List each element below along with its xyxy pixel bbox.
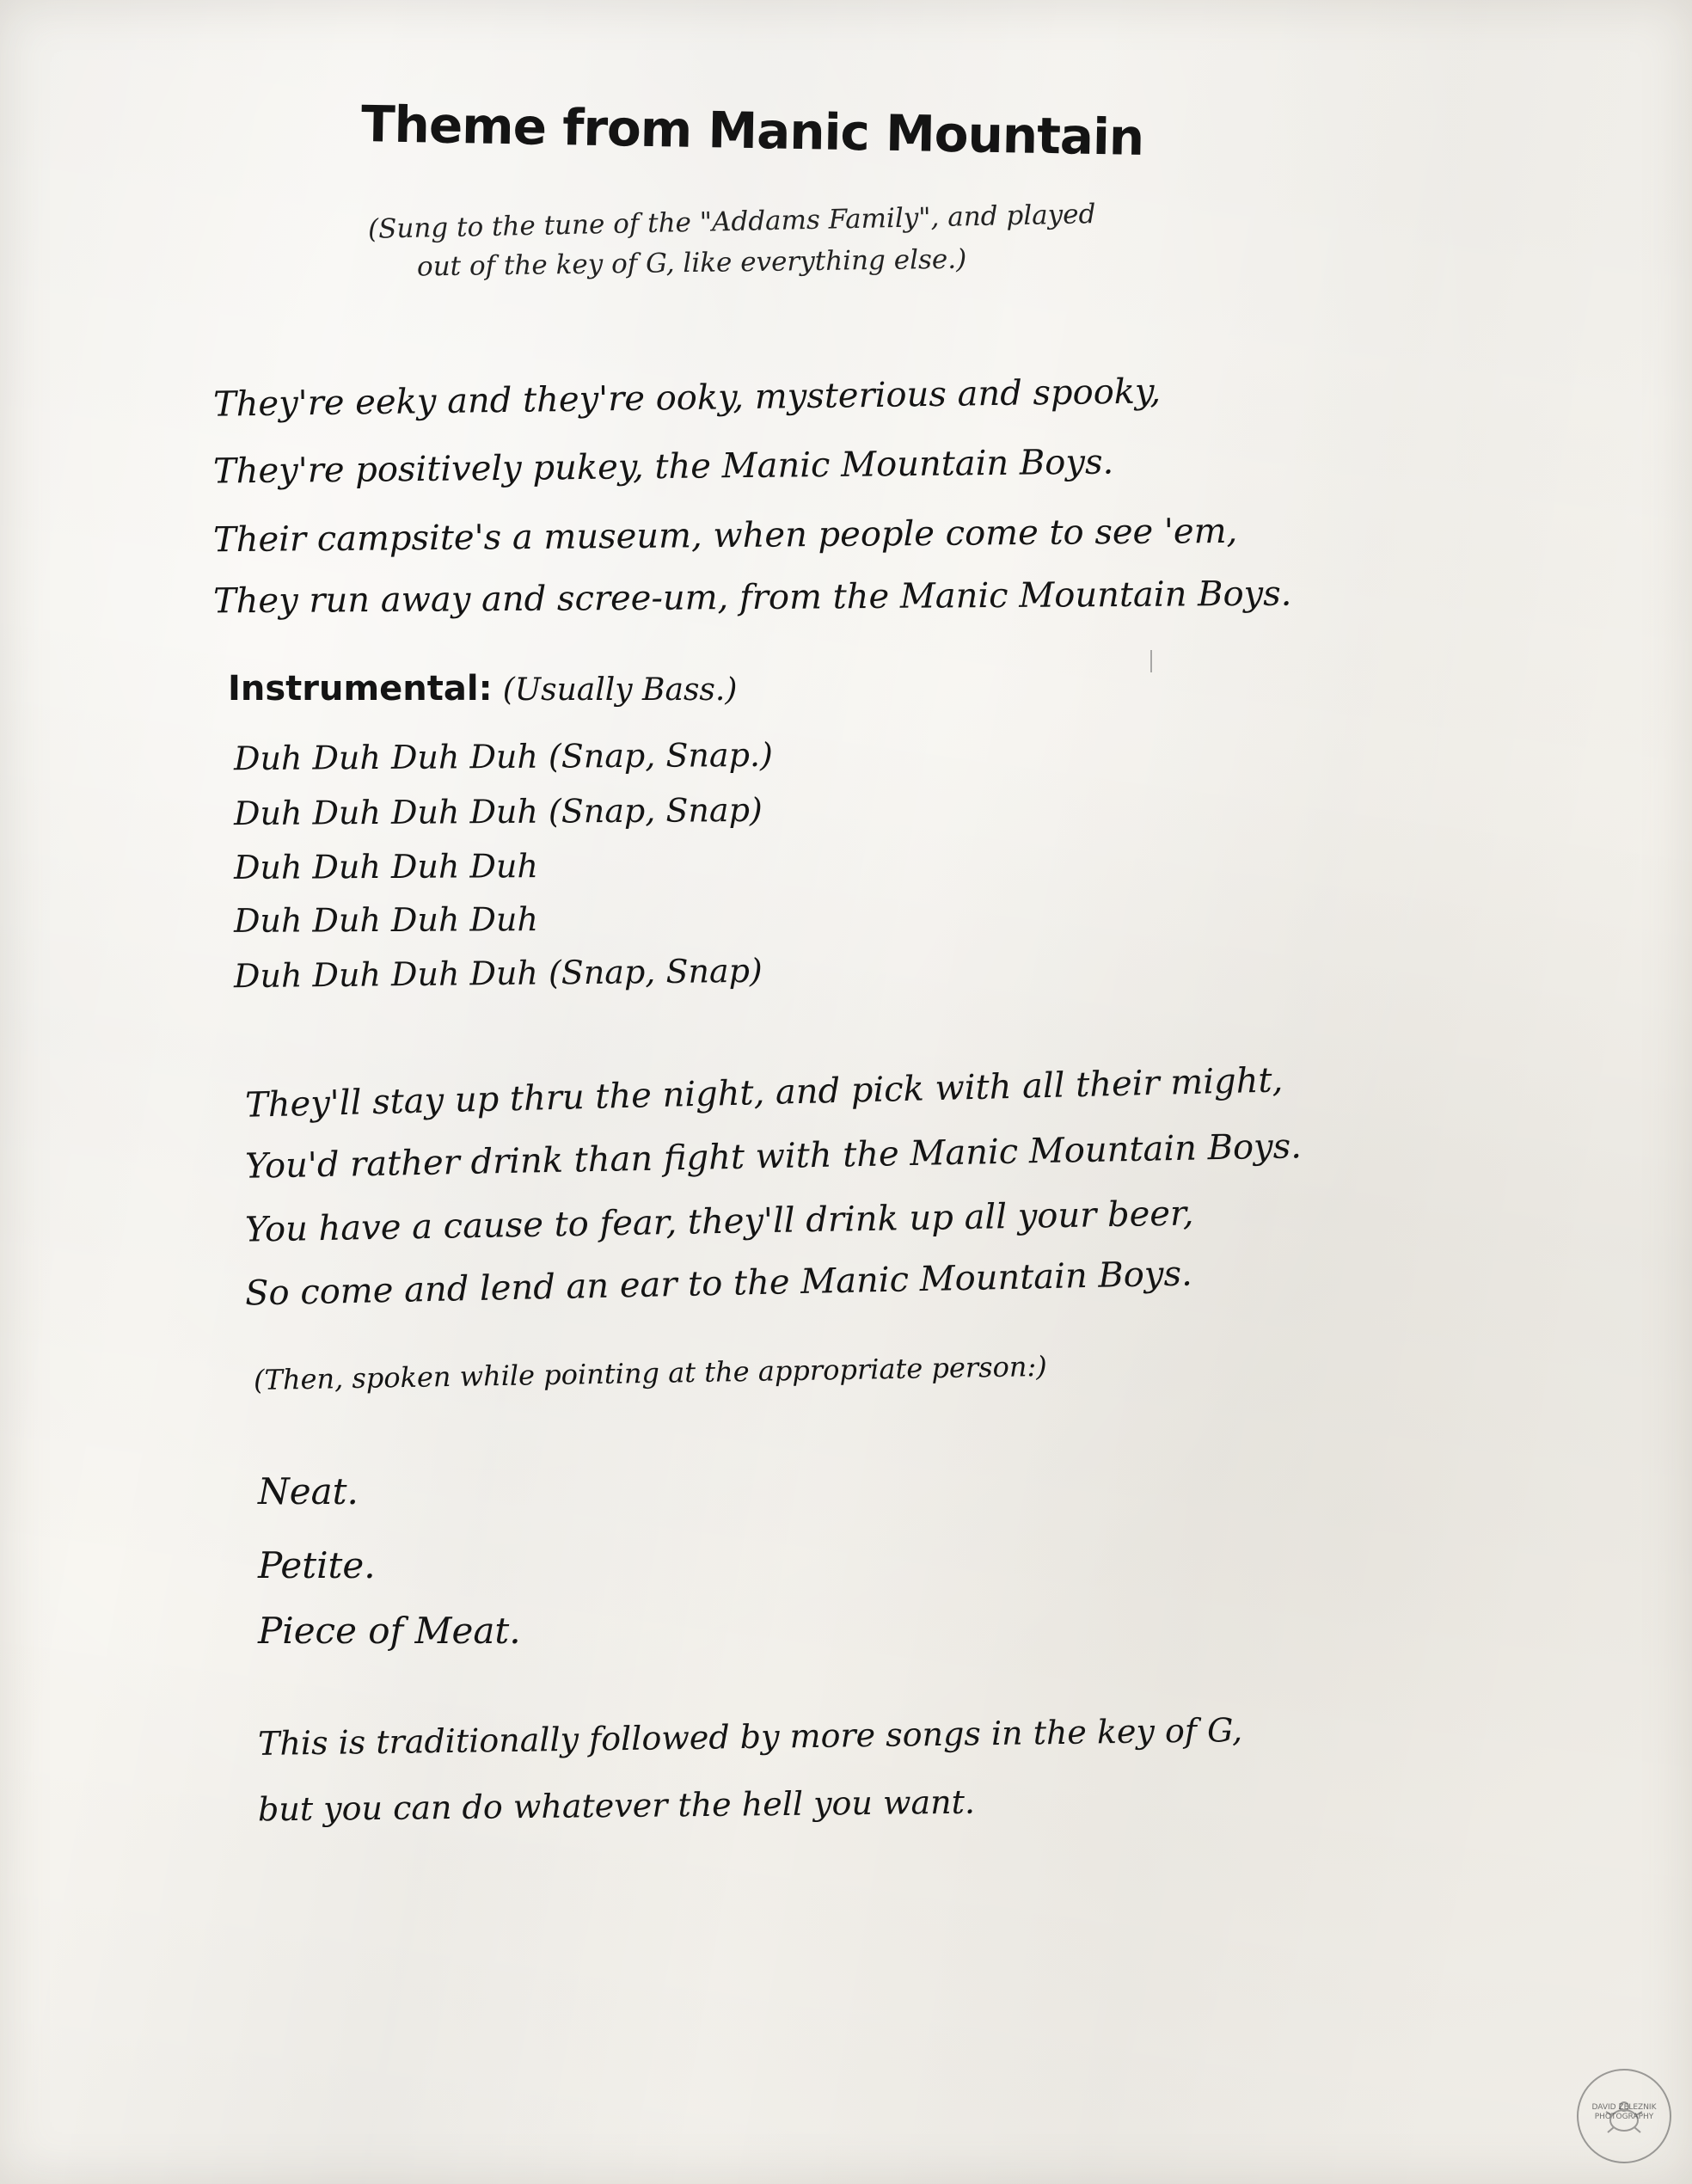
instrumental-note: (Usually Bass.) — [502, 672, 738, 708]
instrumental-heading-row — [228, 669, 737, 709]
subtitle-line-2: out of the key of G, like everything else.) — [416, 243, 967, 283]
instrumental-line: Duh Duh Duh Duh (Snap, Snap) — [233, 790, 763, 833]
instrumental-line: Duh Duh Duh Duh — [233, 847, 539, 886]
closing-line: This is traditionally followed by more songs in the key of G, — [257, 1711, 1243, 1763]
instrumental-line: Duh Duh Duh Duh (Snap, Snap.) — [233, 735, 773, 778]
closing-line: but you can do whatever the hell you want. — [257, 1782, 976, 1829]
instrumental-line: Duh Duh Duh Duh (Snap, Snap) — [233, 951, 763, 996]
lyric-line: Their campsite's a museum, when people come to see 'em, — [212, 511, 1238, 561]
pen-mark — [1150, 650, 1152, 672]
callout-item: Petite. — [258, 1544, 376, 1586]
instrumental-line: Duh Duh Duh Duh — [233, 900, 539, 940]
lyric-line: You have a cause to fear, they'll drink up all your beer, — [244, 1193, 1194, 1250]
spoken-direction: (Then, spoken while pointing at the appropriate person:) — [253, 1349, 1048, 1397]
lyric-line: So come and lend an ear to the Manic Mountain Boys. — [244, 1254, 1193, 1314]
lyric-line: They run away and scree-um, from the Manic Mountain Boys. — [212, 574, 1292, 622]
lyric-line: They're positively pukey, the Manic Mountain Boys. — [212, 442, 1114, 492]
instrumental-heading: Instrumental: — [228, 669, 493, 709]
callout-item: Piece of Meat. — [258, 1610, 521, 1652]
lyric-line: They're eeky and they're ooky, mysterious and spooky, — [212, 371, 1162, 425]
page-title: Theme from Manic Mountain — [360, 95, 1144, 167]
lyric-line: You'd rather drink than fight with the Manic Mountain Boys. — [244, 1126, 1303, 1187]
subtitle-line-1: (Sung to the tune of the "Addams Family", and played — [367, 199, 1096, 245]
watermark-text: DAVID ZELEZNIK PHOTOGRAPHY — [1591, 2103, 1657, 2121]
callout-item: Neat. — [258, 1470, 359, 1512]
lyric-line: They'll stay up thru the night, and pick with all their might, — [244, 1060, 1284, 1126]
